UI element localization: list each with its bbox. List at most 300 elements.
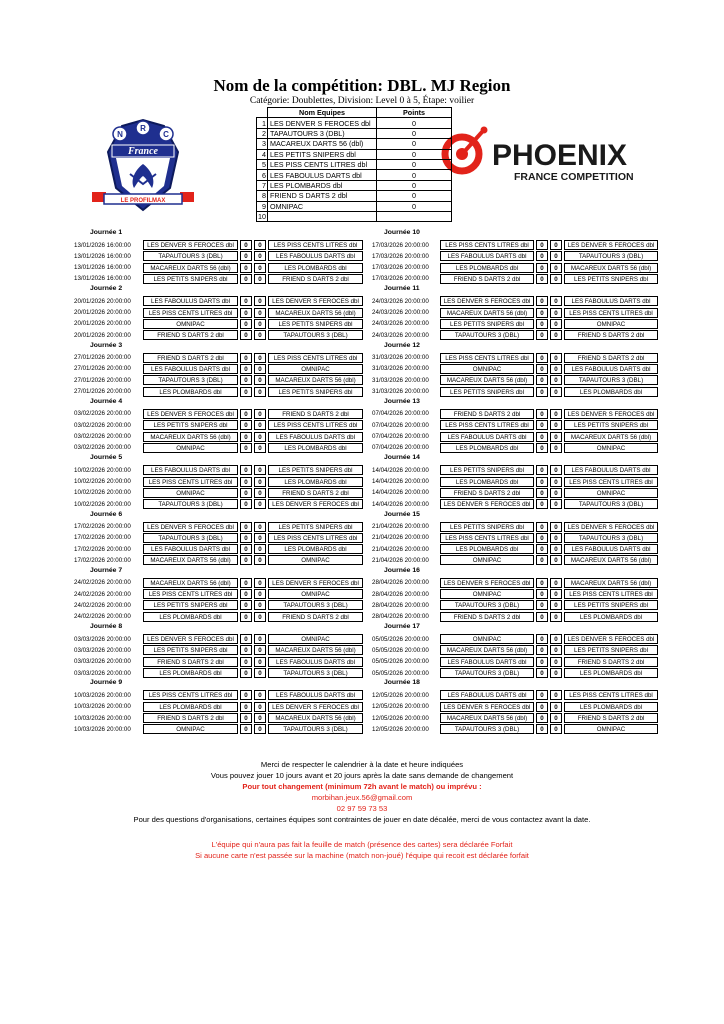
match-date: 05/05/2026 20:00:00 — [372, 669, 429, 677]
team-name: MACAREUX DARTS 56 (dbl) — [268, 139, 377, 149]
match-date: 03/02/2026 20:00:00 — [74, 421, 131, 429]
home-score: 0 — [240, 443, 252, 453]
match-date: 28/04/2026 20:00:00 — [372, 613, 429, 621]
round-header: Journée 17 — [384, 623, 420, 631]
away-score: 0 — [254, 477, 266, 487]
home-team: LES FABOULUS DARTS dbl — [440, 690, 534, 700]
home-team: TAPAUTOURS 3 (DBL) — [143, 251, 238, 261]
match-date: 24/03/2026 20:00:00 — [372, 309, 429, 317]
away-score: 0 — [550, 724, 562, 734]
match-date: 28/04/2026 20:00:00 — [372, 590, 429, 598]
match-date: 24/03/2026 20:00:00 — [372, 331, 429, 339]
home-team: OMNIPAC — [440, 555, 534, 565]
away-team: LES DENVER S FEROCES dbl — [564, 409, 658, 419]
match-date: 21/04/2026 20:00:00 — [372, 534, 429, 542]
away-score: 0 — [254, 387, 266, 397]
home-team: LES PETITS SNIPERS dbl — [440, 319, 534, 329]
away-score: 0 — [550, 375, 562, 385]
footer-line2: Vous pouvez jouer 10 jours avant et 20 jours après la date sans demande de changement — [210, 771, 514, 780]
away-team: LES PISS CENTS LITRES dbl — [268, 353, 363, 363]
round-header: Journée 15 — [384, 510, 420, 518]
away-score: 0 — [254, 668, 266, 678]
home-score: 0 — [240, 589, 252, 599]
round-header: Journée 3 — [90, 341, 123, 349]
away-team: LES PISS CENTS LITRES dbl — [268, 533, 363, 543]
away-score: 0 — [254, 443, 266, 453]
match-date: 24/02/2026 20:00:00 — [74, 579, 131, 587]
team-points: 0 — [377, 170, 452, 180]
team-points: 0 — [377, 149, 452, 159]
home-team: OMNIPAC — [440, 364, 534, 374]
team-number: 3 — [257, 139, 268, 149]
home-score: 0 — [240, 668, 252, 678]
home-score: 0 — [240, 251, 252, 261]
footer-phone: 02 97 59 73 53 — [336, 804, 388, 813]
home-score: 0 — [536, 409, 548, 419]
away-score: 0 — [550, 319, 562, 329]
team-points: 0 — [377, 191, 452, 201]
home-score: 0 — [536, 274, 548, 284]
match-date: 20/01/2026 20:00:00 — [74, 297, 131, 305]
home-score: 0 — [240, 477, 252, 487]
match-date: 21/04/2026 20:00:00 — [372, 556, 429, 564]
match-date: 20/01/2026 20:00:00 — [74, 331, 131, 339]
home-score: 0 — [536, 240, 548, 250]
home-team: MACAREUX DARTS 56 (dbl) — [440, 308, 534, 318]
crest-letter-n: N — [117, 130, 123, 139]
home-team: TAPAUTOURS 3 (DBL) — [143, 533, 238, 543]
home-score: 0 — [536, 634, 548, 644]
team-points: 0 — [377, 118, 452, 128]
away-score: 0 — [550, 432, 562, 442]
away-team: LES PETITS SNIPERS dbl — [268, 387, 363, 397]
footer-line3: Pour tout changement (minimum 72h avant le match) ou imprévu : — [242, 782, 482, 791]
home-score: 0 — [536, 499, 548, 509]
match-date: 10/03/2026 20:00:00 — [74, 691, 131, 699]
away-team: LES DENVER S FEROCES dbl — [268, 702, 363, 712]
match-date: 27/01/2026 20:00:00 — [74, 365, 131, 373]
home-score: 0 — [536, 589, 548, 599]
away-score: 0 — [550, 702, 562, 712]
round-header: Journée 12 — [384, 341, 420, 349]
match-date: 13/01/2026 16:00:00 — [74, 252, 131, 260]
away-team: LES FABOULUS DARTS dbl — [564, 364, 658, 374]
away-team: LES PISS CENTS LITRES dbl — [564, 477, 658, 487]
away-score: 0 — [550, 612, 562, 622]
match-date: 12/05/2026 20:00:00 — [372, 703, 429, 711]
away-score: 0 — [254, 600, 266, 610]
away-team: LES DENVER S FEROCES dbl — [564, 240, 658, 250]
match-date: 24/03/2026 20:00:00 — [372, 297, 429, 305]
away-team: LES FABOULUS DARTS dbl — [564, 296, 658, 306]
home-score: 0 — [536, 713, 548, 723]
team-number: 10 — [258, 212, 266, 222]
away-team: LES FABOULUS DARTS dbl — [268, 251, 363, 261]
away-score: 0 — [254, 274, 266, 284]
team-points: 0 — [377, 180, 452, 190]
away-team: MACAREUX DARTS 56 (dbl) — [564, 578, 658, 588]
home-score: 0 — [536, 465, 548, 475]
away-score: 0 — [254, 555, 266, 565]
home-team: LES FABOULUS DARTS dbl — [143, 296, 238, 306]
home-team: LES FABOULUS DARTS dbl — [440, 432, 534, 442]
away-score: 0 — [254, 589, 266, 599]
away-team: MACAREUX DARTS 56 (dbl) — [564, 555, 658, 565]
away-score: 0 — [550, 668, 562, 678]
home-team: TAPAUTOURS 3 (DBL) — [440, 724, 534, 734]
match-date: 14/04/2026 20:00:00 — [372, 466, 429, 474]
phoenix-tagline: FRANCE COMPETITION — [514, 171, 634, 183]
match-date: 21/04/2026 20:00:00 — [372, 523, 429, 530]
away-team: LES PLOMBARDS dbl — [268, 263, 363, 273]
home-team: LES PLOMBARDS dbl — [143, 612, 238, 622]
match-date: 10/02/2026 20:00:00 — [74, 500, 131, 508]
match-date: 31/03/2026 20:00:00 — [372, 376, 429, 384]
home-team: LES PISS CENTS LITRES dbl — [143, 690, 238, 700]
away-score: 0 — [550, 522, 562, 532]
home-score: 0 — [240, 555, 252, 565]
away-team: LES FABOULUS DARTS dbl — [564, 544, 658, 554]
away-score: 0 — [550, 420, 562, 430]
team-number: 5 — [257, 159, 268, 169]
away-score: 0 — [254, 657, 266, 667]
home-score: 0 — [240, 645, 252, 655]
home-team: OMNIPAC — [143, 319, 238, 329]
away-score: 0 — [254, 634, 266, 644]
match-date: 03/02/2026 20:00:00 — [74, 444, 131, 452]
home-team: LES PISS CENTS LITRES dbl — [143, 477, 238, 487]
team-number: 2 — [257, 128, 268, 138]
crest-name: France — [128, 146, 158, 157]
match-date: 27/01/2026 20:00:00 — [74, 388, 131, 395]
away-score: 0 — [254, 364, 266, 374]
home-team: LES PLOMBARDS dbl — [143, 668, 238, 678]
away-score: 0 — [254, 724, 266, 734]
away-team: OMNIPAC — [564, 724, 658, 734]
away-team: LES FABOULUS DARTS dbl — [564, 465, 658, 475]
away-team: FRIEND S DARTS 2 dbl — [564, 353, 658, 363]
round-header: Journée 6 — [90, 510, 123, 518]
home-team: OMNIPAC — [440, 634, 534, 644]
match-date: 03/03/2026 20:00:00 — [74, 635, 131, 643]
match-date: 20/01/2026 20:00:00 — [74, 320, 131, 328]
home-score: 0 — [536, 308, 548, 318]
team-points: 0 — [377, 128, 452, 138]
crest-banner-text: LE PROFILMAX — [120, 198, 166, 204]
home-score: 0 — [240, 330, 252, 340]
home-team: LES PISS CENTS LITRES dbl — [143, 589, 238, 599]
match-date: 24/02/2026 20:00:00 — [74, 590, 131, 598]
away-team: LES PETITS SNIPERS dbl — [268, 319, 363, 329]
match-date: 03/02/2026 20:00:00 — [74, 410, 131, 418]
home-score: 0 — [536, 690, 548, 700]
match-date: 17/03/2026 20:00:00 — [372, 252, 429, 260]
match-date: 17/03/2026 20:00:00 — [372, 264, 429, 272]
home-team: FRIEND S DARTS 2 dbl — [440, 488, 534, 498]
home-score: 0 — [240, 544, 252, 554]
home-team: FRIEND S DARTS 2 dbl — [143, 353, 238, 363]
away-score: 0 — [254, 578, 266, 588]
home-team: LES FABOULUS DARTS dbl — [143, 364, 238, 374]
away-score: 0 — [550, 634, 562, 644]
match-date: 13/01/2026 16:00:00 — [74, 241, 131, 249]
team-number: 6 — [257, 170, 268, 180]
home-team: LES PETITS SNIPERS dbl — [143, 645, 238, 655]
home-team: FRIEND S DARTS 2 dbl — [440, 409, 534, 419]
team-name: TAPAUTOURS 3 (DBL) — [268, 128, 377, 138]
away-score: 0 — [550, 296, 562, 306]
home-score: 0 — [536, 533, 548, 543]
away-team: TAPAUTOURS 3 (DBL) — [268, 330, 363, 340]
home-team: LES DENVER S FEROCES dbl — [440, 499, 534, 509]
away-score: 0 — [254, 645, 266, 655]
home-team: LES PETITS SNIPERS dbl — [440, 387, 534, 397]
home-team: FRIEND S DARTS 2 dbl — [440, 612, 534, 622]
match-date: 17/02/2026 20:00:00 — [74, 534, 131, 542]
away-score: 0 — [254, 522, 266, 532]
match-date: 14/04/2026 20:00:00 — [372, 478, 429, 485]
home-score: 0 — [536, 319, 548, 329]
home-team: LES DENVER S FEROCES dbl — [440, 578, 534, 588]
away-team: TAPAUTOURS 3 (DBL) — [564, 533, 658, 543]
match-date: 13/01/2026 16:00:00 — [74, 264, 131, 272]
home-score: 0 — [240, 308, 252, 318]
home-score: 0 — [536, 420, 548, 430]
match-date: 10/03/2026 20:00:00 — [74, 725, 131, 733]
home-team: TAPAUTOURS 3 (DBL) — [440, 330, 534, 340]
away-team: LES PISS CENTS LITRES dbl — [268, 420, 363, 430]
round-header: Journée 18 — [384, 679, 420, 687]
match-date: 24/02/2026 20:00:00 — [74, 601, 131, 609]
away-team: OMNIPAC — [268, 589, 363, 599]
team-number: 4 — [257, 149, 268, 159]
away-team: FRIEND S DARTS 2 dbl — [268, 612, 363, 622]
home-score: 0 — [240, 465, 252, 475]
team-name: LES FABOULUS DARTS dbl — [268, 170, 377, 180]
away-team: LES DENVER S FEROCES dbl — [268, 578, 363, 588]
match-date: 24/03/2026 20:00:00 — [372, 320, 429, 328]
home-score: 0 — [240, 353, 252, 363]
away-team: LES PISS CENTS LITRES dbl — [564, 690, 658, 700]
home-team: LES DENVER S FEROCES dbl — [143, 409, 238, 419]
round-header: Journée 9 — [90, 679, 123, 687]
away-team: FRIEND S DARTS 2 dbl — [564, 330, 658, 340]
match-date: 28/04/2026 20:00:00 — [372, 601, 429, 609]
away-score: 0 — [254, 499, 266, 509]
match-date: 24/02/2026 20:00:00 — [74, 613, 131, 621]
round-header: Journée 14 — [384, 454, 420, 462]
home-score: 0 — [240, 578, 252, 588]
home-team: LES PISS CENTS LITRES dbl — [440, 420, 534, 430]
away-team: MACAREUX DARTS 56 (dbl) — [268, 645, 363, 655]
home-score: 0 — [536, 544, 548, 554]
home-team: LES PISS CENTS LITRES dbl — [143, 308, 238, 318]
home-score: 0 — [240, 713, 252, 723]
home-score: 0 — [240, 634, 252, 644]
away-score: 0 — [550, 263, 562, 273]
away-team: LES PLOMBARDS dbl — [564, 702, 658, 712]
match-date: 07/04/2026 20:00:00 — [372, 421, 429, 429]
crest-letter-c: C — [163, 130, 169, 139]
match-date: 10/03/2026 20:00:00 — [74, 703, 131, 711]
home-score: 0 — [536, 600, 548, 610]
away-team: LES PETITS SNIPERS dbl — [268, 522, 363, 532]
away-score: 0 — [550, 499, 562, 509]
home-team: LES DENVER S FEROCES dbl — [143, 634, 238, 644]
away-team: LES DENVER S FEROCES dbl — [268, 296, 363, 306]
match-date: 07/04/2026 20:00:00 — [372, 444, 429, 452]
home-team: LES DENVER S FEROCES dbl — [440, 296, 534, 306]
team-number: 9 — [257, 201, 268, 211]
team-points: 0 — [377, 201, 452, 211]
away-team: LES PISS CENTS LITRES dbl — [564, 589, 658, 599]
home-score: 0 — [536, 645, 548, 655]
away-score: 0 — [254, 488, 266, 498]
away-team: LES PISS CENTS LITRES dbl — [268, 240, 363, 250]
away-team: LES PLOMBARDS dbl — [268, 544, 363, 554]
home-team: MACAREUX DARTS 56 (dbl) — [440, 375, 534, 385]
away-score: 0 — [550, 645, 562, 655]
away-team: LES PLOMBARDS dbl — [564, 612, 658, 622]
match-date: 03/03/2026 20:00:00 — [74, 658, 131, 666]
away-team: TAPAUTOURS 3 (DBL) — [564, 251, 658, 261]
home-score: 0 — [240, 409, 252, 419]
match-date: 31/03/2026 20:00:00 — [372, 365, 429, 373]
away-team: OMNIPAC — [268, 555, 363, 565]
home-score: 0 — [240, 522, 252, 532]
footer-line4: Pour des questions d'organisations, certaines équipes sont contraintes de jouer en date décalée, merci de vous contactez avant la date. — [133, 815, 591, 824]
match-date: 05/05/2026 20:00:00 — [372, 635, 429, 643]
home-score: 0 — [536, 702, 548, 712]
match-date: 07/04/2026 20:00:00 — [372, 433, 429, 440]
away-team: TAPAUTOURS 3 (DBL) — [268, 600, 363, 610]
away-score: 0 — [550, 387, 562, 397]
page-title: Nom de la compétition: DBL. MJ Region — [213, 76, 511, 95]
home-team: LES DENVER S FEROCES dbl — [440, 702, 534, 712]
round-header: Journée 4 — [90, 397, 123, 405]
away-score: 0 — [550, 274, 562, 284]
home-score: 0 — [240, 533, 252, 543]
home-score: 0 — [240, 600, 252, 610]
home-score: 0 — [240, 296, 252, 306]
home-score: 0 — [536, 724, 548, 734]
match-date: 17/03/2026 20:00:00 — [372, 275, 429, 283]
away-team: LES PLOMBARDS dbl — [564, 387, 658, 397]
home-team: MACAREUX DARTS 56 (dbl) — [440, 713, 534, 723]
home-score: 0 — [240, 387, 252, 397]
away-team: LES DENVER S FEROCES dbl — [564, 522, 658, 532]
away-score: 0 — [550, 533, 562, 543]
home-team: LES DENVER S FEROCES dbl — [143, 240, 238, 250]
away-team: LES PLOMBARDS dbl — [268, 477, 363, 487]
away-score: 0 — [550, 240, 562, 250]
home-team: LES DENVER S FEROCES dbl — [143, 522, 238, 532]
away-score: 0 — [254, 409, 266, 419]
round-header: Journée 8 — [90, 623, 123, 631]
away-team: MACAREUX DARTS 56 (dbl) — [268, 308, 363, 318]
home-score: 0 — [536, 353, 548, 363]
match-date: 27/01/2026 20:00:00 — [74, 376, 131, 384]
away-score: 0 — [550, 578, 562, 588]
away-score: 0 — [254, 544, 266, 554]
home-score: 0 — [240, 432, 252, 442]
match-date: 10/02/2026 20:00:00 — [74, 489, 131, 497]
teams-header-name: Nom Equipes — [268, 108, 377, 118]
home-team: MACAREUX DARTS 56 (dbl) — [143, 263, 238, 273]
home-score: 0 — [536, 443, 548, 453]
away-score: 0 — [550, 555, 562, 565]
team-name: FRIEND S DARTS 2 dbl — [268, 191, 377, 201]
footer-warning1: L'équipe qui n'aura pas fait la feuille de match (présence des cartes) sera déclarée Forfait — [211, 840, 513, 849]
home-score: 0 — [536, 668, 548, 678]
team-name: LES PLOMBARDS dbl — [268, 180, 377, 190]
away-team: OMNIPAC — [564, 488, 658, 498]
away-score: 0 — [550, 465, 562, 475]
home-score: 0 — [536, 477, 548, 487]
home-team: MACAREUX DARTS 56 (dbl) — [440, 645, 534, 655]
home-team: MACAREUX DARTS 56 (dbl) — [143, 432, 238, 442]
home-team: LES PLOMBARDS dbl — [440, 263, 534, 273]
round-header: Journée 13 — [384, 397, 420, 405]
match-date: 12/05/2026 20:00:00 — [372, 714, 429, 722]
home-team: LES PETITS SNIPERS dbl — [440, 522, 534, 532]
home-score: 0 — [240, 420, 252, 430]
home-team: LES PETITS SNIPERS dbl — [143, 274, 238, 284]
round-header: Journée 2 — [90, 285, 123, 293]
team-number: 7 — [257, 180, 268, 190]
round-header: Journée 16 — [384, 566, 420, 574]
match-date: 14/04/2026 20:00:00 — [372, 500, 429, 508]
away-team: LES FABOULUS DARTS dbl — [268, 432, 363, 442]
away-score: 0 — [254, 612, 266, 622]
home-team: OMNIPAC — [440, 589, 534, 599]
home-score: 0 — [536, 522, 548, 532]
away-team: LES FABOULUS DARTS dbl — [268, 657, 363, 667]
home-team: LES PETITS SNIPERS dbl — [143, 600, 238, 610]
home-team: LES PISS CENTS LITRES dbl — [440, 353, 534, 363]
round-header: Journée 10 — [384, 229, 420, 236]
away-team: MACAREUX DARTS 56 (dbl) — [564, 263, 658, 273]
away-team: LES PETITS SNIPERS dbl — [564, 274, 658, 284]
away-team: OMNIPAC — [564, 319, 658, 329]
away-score: 0 — [254, 240, 266, 250]
home-team: FRIEND S DARTS 2 dbl — [143, 657, 238, 667]
home-team: MACAREUX DARTS 56 (dbl) — [143, 555, 238, 565]
away-score: 0 — [254, 308, 266, 318]
home-team: LES PLOMBARDS dbl — [440, 544, 534, 554]
home-score: 0 — [240, 702, 252, 712]
away-score: 0 — [254, 263, 266, 273]
home-team: TAPAUTOURS 3 (DBL) — [440, 600, 534, 610]
crest-letter-r: R — [140, 124, 146, 133]
away-score: 0 — [550, 409, 562, 419]
home-team: LES PLOMBARDS dbl — [143, 702, 238, 712]
home-score: 0 — [536, 578, 548, 588]
home-score: 0 — [240, 612, 252, 622]
home-team: OMNIPAC — [143, 724, 238, 734]
away-score: 0 — [254, 353, 266, 363]
match-date: 17/02/2026 20:00:00 — [74, 523, 131, 530]
footer-line1: Merci de respecter le calendrier à la date et heure indiquées — [260, 760, 464, 769]
match-date: 03/03/2026 20:00:00 — [74, 669, 131, 677]
away-score: 0 — [254, 251, 266, 261]
away-team: LES PETITS SNIPERS dbl — [564, 420, 658, 430]
match-date: 13/01/2026 16:00:00 — [74, 275, 131, 283]
away-team: FRIEND S DARTS 2 dbl — [268, 488, 363, 498]
home-score: 0 — [536, 387, 548, 397]
footer-email[interactable]: morbihan.jeux.56@gmail.com — [311, 793, 413, 802]
away-score: 0 — [550, 600, 562, 610]
